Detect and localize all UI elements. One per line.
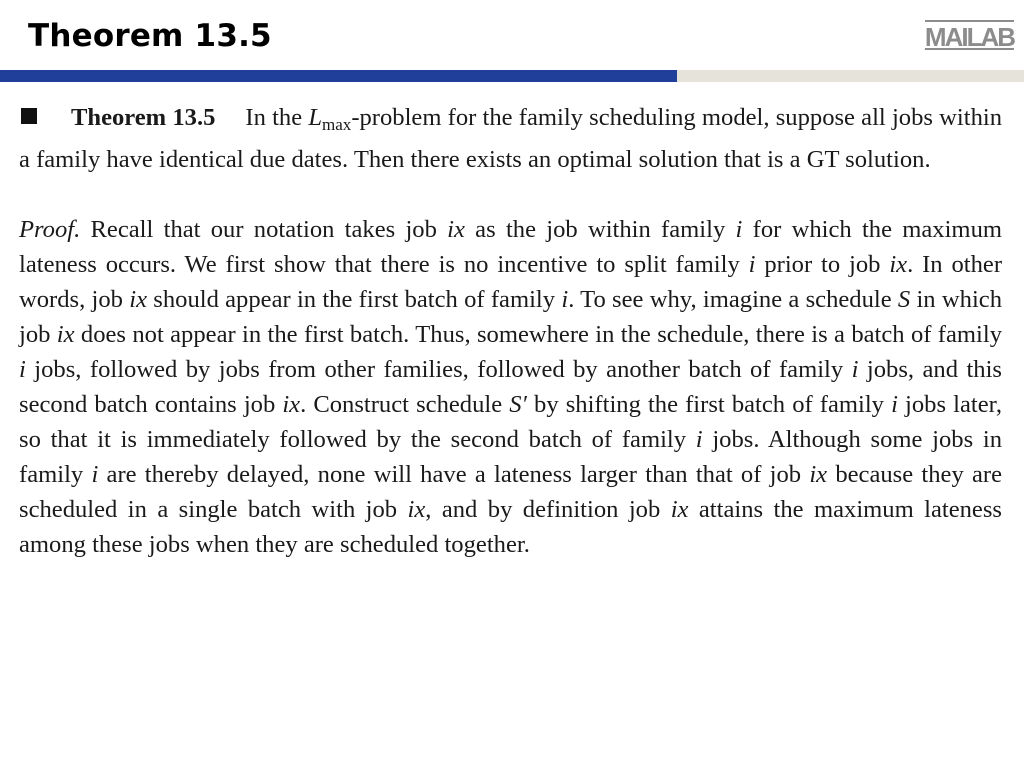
math-var: i [19,356,26,383]
proof-text: jobs, followed by jobs from other families, followed by another batch of family [25,356,852,383]
math-var: i [748,251,756,278]
math-var: S [897,286,911,313]
math-var: ix [282,391,301,418]
math-var: ix [129,286,147,313]
math-var: i [695,426,703,453]
theorem-text: In the [245,104,309,131]
math-var: ix [56,321,75,348]
proof-text: in which job [19,286,1002,348]
slide-content [19,100,1002,597]
proof-label: Proof. [19,216,81,243]
math-var: i [891,391,898,418]
proof-text: for which the maximum lateness occurs. We first show that there is no incentive to split family [19,216,1002,278]
proof-text: does not appear in the first batch. Thus, somewhere in the schedule, there is a batch of family [74,321,1002,348]
math-var: i [561,286,569,313]
proof-text: should appear in the first batch of family [147,286,562,313]
proof-paragraph [19,212,1002,562]
proof-text: Recall that our notation takes job [80,216,448,243]
proof-text: attains the maximum lateness among these jobs when they are scheduled together. [19,496,1002,558]
math-var: ix [407,496,426,523]
proof-text: as the job within family [464,216,736,243]
proof-text: because they are scheduled in a single batch with job [19,461,1003,523]
mailab-logo: MAILAB [924,22,1014,52]
math-var: S′ [509,391,527,418]
math-var: ix [670,496,689,523]
proof-text: jobs later, so that it is immediately followed by the second batch of family [19,391,1002,453]
math-var: i [735,216,743,243]
math-var: ix [447,216,465,243]
header-bar-gray [677,70,1024,82]
math-var: i [851,356,859,383]
proof-text: are thereby delayed, none will have a lateness larger than that of job [98,461,810,488]
lmax-symbol: $L_{max}$ [308,104,352,134]
proof-text: , and by definition job [425,496,671,523]
math-var: ix [809,461,828,488]
square-bullet-icon [21,108,37,124]
proof-text: . Construct schedule [300,391,510,418]
theorem-label: Theorem 13.5 [71,104,216,131]
proof-text: jobs. Although some jobs in family [19,426,1002,488]
math-var: i [91,461,99,488]
proof-text: prior to job [755,251,890,278]
proof-text: . In other words, job [19,251,1003,313]
theorem-paragraph [19,100,1002,177]
proof-text: . To see why, imagine a schedule [568,286,898,313]
theorem-text: -problem for the family scheduling model, suppose all jobs within a family have identical due dates. Then there exists an optimal solution that is a GT solution. [19,104,1002,173]
proof-text: by shifting the first batch of family [526,391,892,418]
header-bar-blue [0,70,677,82]
slide-title: Theorem 13.5 [28,18,272,54]
proof-text: jobs, and this second batch contains job [19,356,1003,418]
math-var: ix [889,251,908,278]
